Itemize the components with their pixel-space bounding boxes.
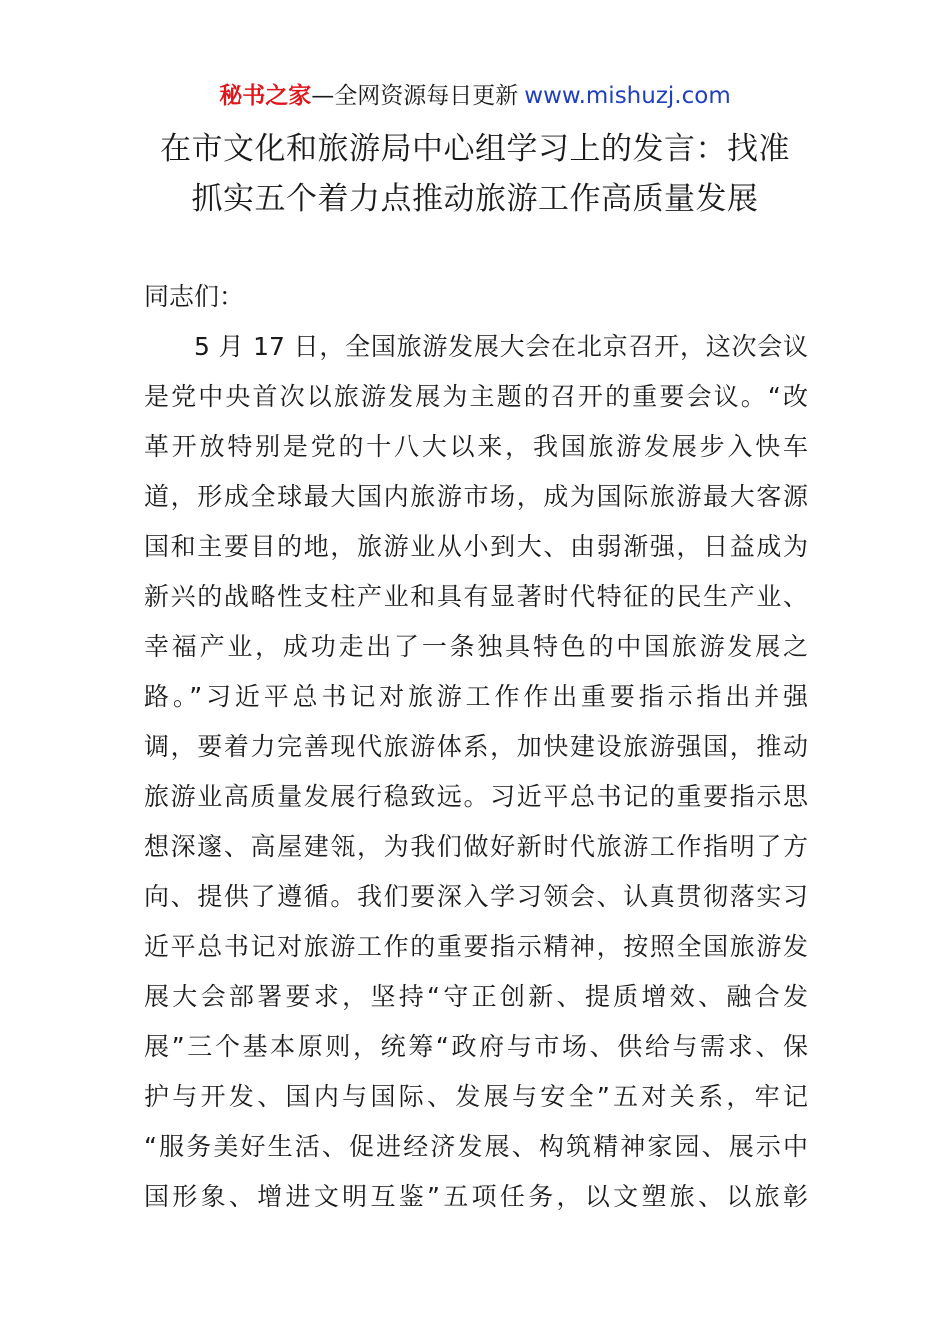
document-title [100,124,850,224]
site-tagline: —全网资源每日更新 [311,83,519,109]
paragraph-line: 5 月 17 日，全国旅游发展大会在北京召开，这次会议 [194,332,808,361]
salutation: 同志们： [144,282,245,311]
title-line-2: 抓实五个着力点推动旅游工作高质量发展 [191,181,759,217]
paragraph-line: 幸福产业，成功走出了一条独具特色的中国旅游发展之 [144,632,808,661]
title-line-1: 在市文化和旅游局中心组学习上的发言：找准 [160,131,790,167]
paragraph-line: 近平总书记对旅游工作的重要指示精神，按照全国旅游发 [144,932,808,961]
paragraph-line: 想深邃、高屋建瓴，为我们做好新时代旅游工作指明了方 [144,832,808,861]
paragraph-line: 新兴的战略性支柱产业和具有显著时代特征的民生产业、 [144,582,808,611]
paragraph-line: 旅游业高质量发展行稳致远。习近平总书记的重要指示思 [144,782,808,811]
paragraph-line: 护与开发、国内与国际、发展与安全”五对关系，牢记 [144,1082,808,1111]
paragraph-line: “服务美好生活、促进经济发展、构筑精神家园、展示中 [144,1132,808,1161]
paragraph-line: 国和主要目的地，旅游业从小到大、由弱渐强，日益成为 [144,532,808,561]
site-header [0,80,950,112]
site-brand: 秘书之家 [219,83,312,109]
paragraph-line: 展”三个基本原则，统筹“政府与市场、供给与需求、保 [144,1032,808,1061]
paragraph-line: 是党中央首次以旅游发展为主题的召开的重要会议。“改 [144,382,808,411]
paragraph-line: 路。”习近平总书记对旅游工作作出重要指示指出并强 [144,682,808,711]
paragraph-line: 向、提供了遵循。我们要深入学习领会、认真贯彻落实习 [144,882,808,911]
paragraph-line: 展大会部署要求，坚持“守正创新、提质增效、融合发 [144,982,808,1011]
document-body [144,272,808,1222]
paragraph-line: 革开放特别是党的十八大以来，我国旅游发展步入快车 [144,432,808,461]
paragraph-line: 国形象、增进文明互鉴”五项任务，以文塑旅、以旅彰 [144,1182,808,1211]
site-url-link[interactable]: www.mishuzj.com [524,83,731,109]
paragraph-line: 调，要着力完善现代旅游体系，加快建设旅游强国，推动 [144,732,808,761]
paragraph-line: 道，形成全球最大国内旅游市场，成为国际旅游最大客源 [144,482,808,511]
